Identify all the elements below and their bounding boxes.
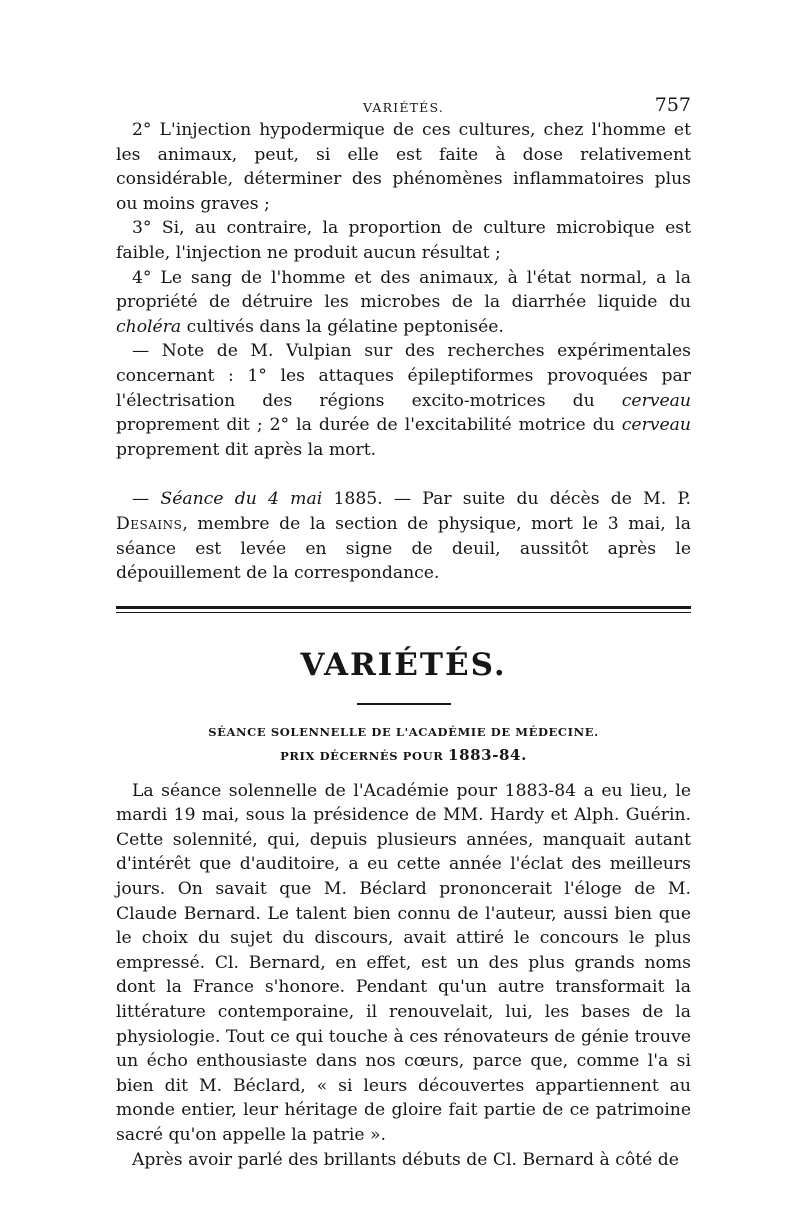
- italic-term-cholera: choléra: [116, 316, 182, 337]
- italic-seance-date: Séance du 4 mai: [160, 489, 323, 510]
- name-desains: Desains: [116, 513, 183, 534]
- article-body: [116, 779, 691, 1173]
- divider-thin-rule: [116, 612, 691, 613]
- title-underline-rule: [357, 703, 451, 705]
- running-head-title: VARIÉTÉS.: [362, 100, 445, 115]
- paragraph-item-3: 3° Si, au contraire, la proportion de culture microbique est faible, l'injection ne produit aucun résultat ;: [116, 218, 691, 263]
- page-number: 757: [654, 94, 691, 116]
- running-head: [116, 92, 691, 118]
- paragraph-vulpian-note: — Note de M. Vulpian sur des recherches expérimentales concernant : 1° les attaques épileptiformes provoquées par l'électrisation des régions excito-motrices du cerveau proprement dit ; 2° la durée de l'excitabilité motrice du cerveau proprement dit après la mort.: [116, 341, 691, 460]
- subhead-year: 1883-84.: [448, 745, 527, 764]
- subhead-prix: PRIX DÉCERNÉS POUR 1883-84.: [280, 745, 527, 764]
- paragraph-item-2: 2° L'injection hypodermique de ces cultures, chez l'homme et les animaux, peut, si elle est faite à dose relativement considérable, déterminer des phénomènes inflammatoires plus ou moins graves ;: [116, 120, 691, 214]
- paragraph-gap: [116, 462, 691, 487]
- italic-term-cerveau: cerveau: [621, 390, 691, 411]
- divider-thick-rule: [116, 606, 691, 609]
- subhead-seance-solennelle: SÉANCE SOLENNELLE DE L'ACADÉMIE DE MÉDECINE.: [208, 724, 599, 739]
- paragraph-seance-4-mai: — Séance du 4 mai 1885. — Par suite du décès de M. P. Desains, membre de la section de physique, mort le 3 mai, la séance est levée en signe de deuil, aussitôt après le dépouillement de la correspondance.: [116, 489, 692, 584]
- paragraph-item-4: 4° Le sang de l'homme et des animaux, à l'état normal, a la propriété de détruire les microbes de la diarrhée liquide du choléra cultivés dans la gélatine peptonisée.: [116, 267, 691, 337]
- page: [116, 92, 691, 1172]
- article-paragraph-2: Après avoir parlé des brillants débuts de Cl. Bernard à côté de: [132, 1149, 679, 1170]
- section-divider: [116, 606, 691, 613]
- section-title: VARIÉTÉS.: [300, 646, 507, 683]
- article-paragraph-1: La séance solennelle de l'Académie pour 1883-84 a eu lieu, le mardi 19 mai, sous la présidence de MM. Hardy et Alph. Guérin. Cette solennité, qui, depuis plusieurs années, manquait autant d'intérêt que d'auditoire, a eu cette année l'éclat des meilleurs jours. On savait que M. Béclard prononcerait l'éloge de M. Claude Bernard. Le talent bien connu de l'auteur, aussi bien que le choix du sujet du discours, avait attiré le concours le plus empressé. Cl. Bernard, en effet, est un des plus grands noms dont la France s'honore. Pendant qu'un autre transformait la littérature contemporaine, il renouvelait, lui, les bases de la physiologie. Tout ce qui touche à ces rénovateurs de génie trouve un écho enthousiaste dans nos cœurs, parce que, comme l'a si bien dit M. Béclard, « si leurs découvertes appartiennent au monde entier, leur héritage de gloire fait partie de ce patrimoine sacré qu'on appelle la patrie ».: [116, 780, 691, 1145]
- italic-term-cerveau-2: cerveau: [621, 415, 691, 436]
